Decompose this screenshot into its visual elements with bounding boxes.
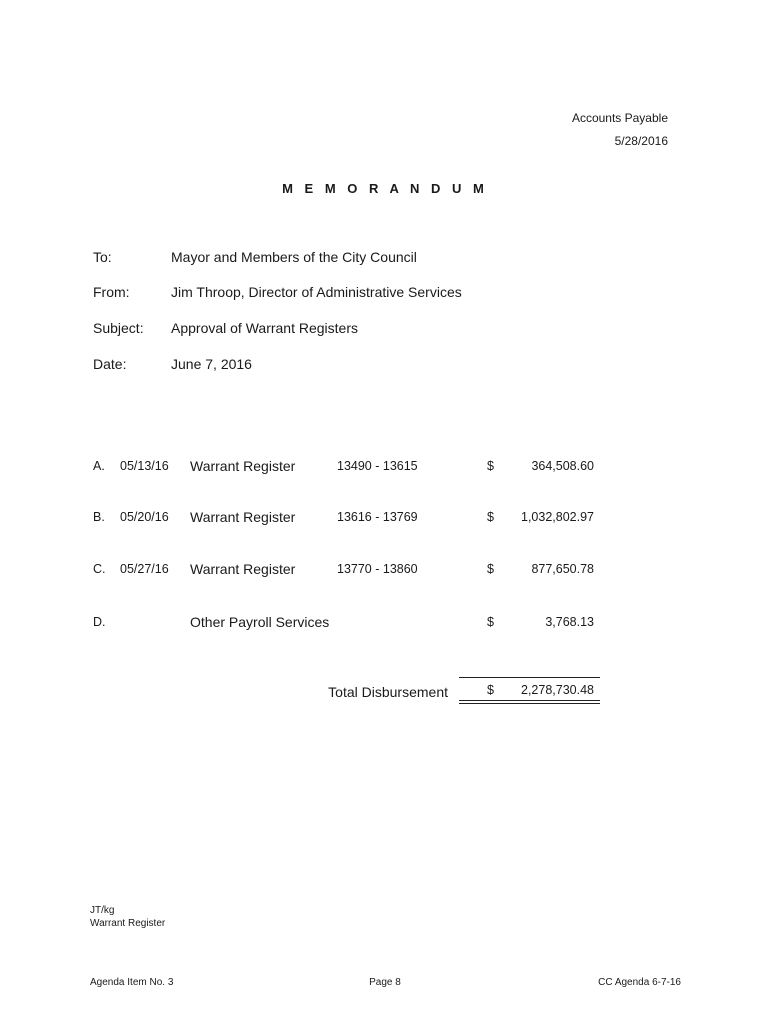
date-label: Date:	[93, 356, 127, 372]
subject-value: Approval of Warrant Registers	[171, 320, 358, 336]
total-label: Total Disbursement	[328, 684, 448, 700]
initials-reference: Warrant Register	[90, 918, 166, 929]
footer-page-number: Page 8	[369, 977, 401, 988]
initials: JT/kg	[90, 905, 115, 916]
footer-agenda-item: Agenda Item No. 3	[90, 977, 174, 988]
row-description: Other Payroll Services	[190, 614, 330, 630]
row-letter: D.	[93, 615, 106, 629]
row-amount: 1,032,802.97	[521, 510, 594, 524]
row-description: Warrant Register	[190, 458, 296, 474]
row-date: 05/27/16	[120, 562, 169, 576]
row-amount: 364,508.60	[531, 459, 594, 473]
total-double-rule-2	[459, 703, 600, 704]
to-value: Mayor and Members of the City Council	[171, 249, 417, 265]
row-amount: 3,768.13	[545, 615, 594, 629]
total-currency: $	[487, 683, 494, 697]
row-range: 13616 - 13769	[337, 510, 418, 524]
row-range: 13770 - 13860	[337, 562, 418, 576]
row-range: 13490 - 13615	[337, 459, 418, 473]
row-letter: B.	[93, 510, 105, 524]
row-currency: $	[487, 510, 494, 524]
row-currency: $	[487, 459, 494, 473]
footer-agenda-date: CC Agenda 6-7-16	[598, 977, 681, 988]
page-title: M E M O R A N D U M	[282, 181, 488, 196]
row-letter: C.	[93, 562, 106, 576]
from-value: Jim Throop, Director of Administrative Services	[171, 284, 462, 300]
subject-label: Subject:	[93, 320, 144, 336]
row-letter: A.	[93, 459, 105, 473]
to-label: To:	[93, 249, 112, 265]
row-description: Warrant Register	[190, 509, 296, 525]
row-date: 05/20/16	[120, 510, 169, 524]
row-currency: $	[487, 562, 494, 576]
total-double-rule-1	[459, 700, 600, 701]
total-top-rule	[459, 677, 600, 678]
row-amount: 877,650.78	[531, 562, 594, 576]
row-description: Warrant Register	[190, 561, 296, 577]
total-amount: 2,278,730.48	[521, 683, 594, 697]
row-date: 05/13/16	[120, 459, 169, 473]
row-currency: $	[487, 615, 494, 629]
from-label: From:	[93, 284, 130, 300]
department-name: Accounts Payable	[571, 111, 668, 125]
date-value: June 7, 2016	[171, 356, 252, 372]
header-date: 5/28/2016	[614, 134, 668, 148]
